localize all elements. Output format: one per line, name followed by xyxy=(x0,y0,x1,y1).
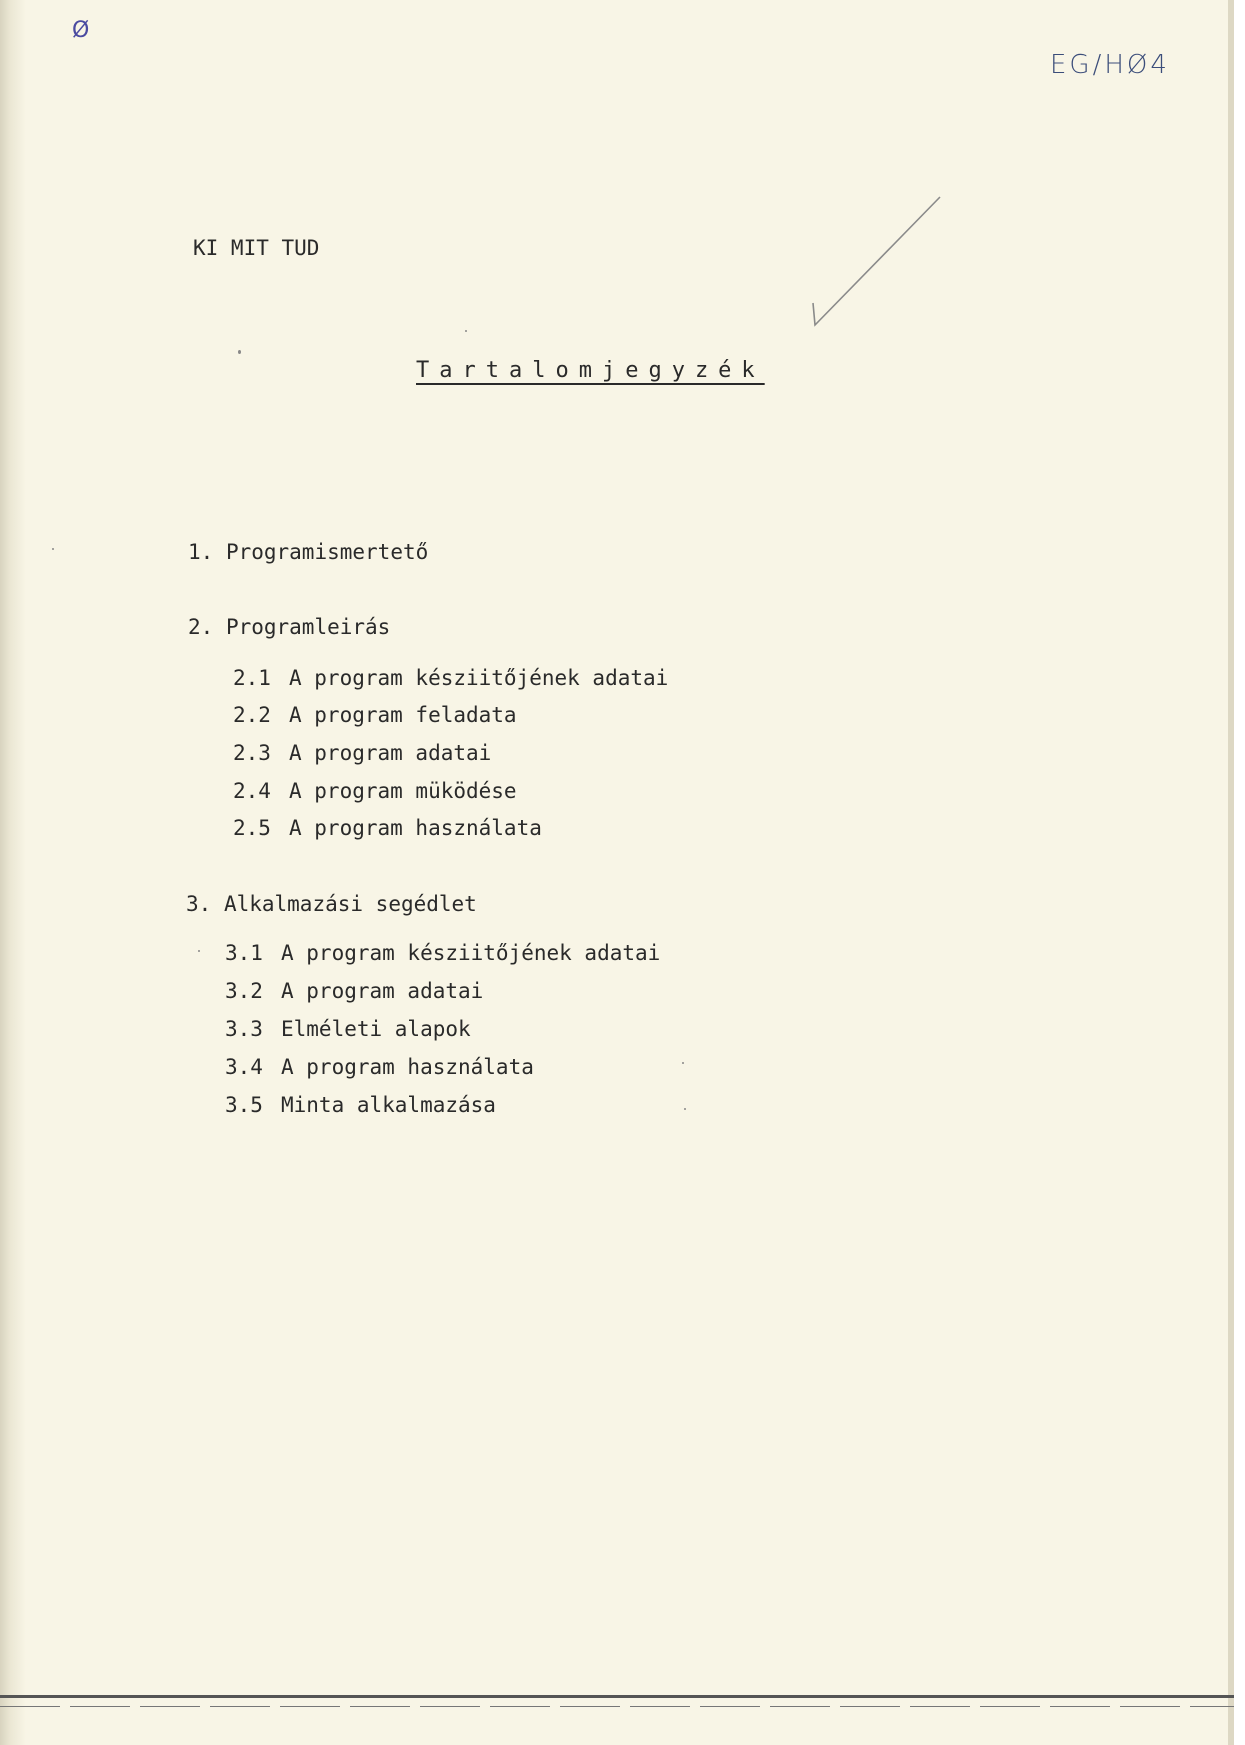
bottom-rule-dashed xyxy=(0,1706,1234,1707)
section-number: 1. xyxy=(188,540,214,564)
paper-speck xyxy=(198,950,200,952)
toc-subsection: 3.4 A program használata xyxy=(225,1055,534,1079)
section-number: 2. xyxy=(188,615,214,639)
checkmark-icon xyxy=(805,195,945,335)
toc-subsection: 3.3 Elméleti alapok xyxy=(225,1017,471,1041)
toc-subsection: 3.2 A program adatai xyxy=(225,979,484,1003)
corner-handwritten-mark: Ø xyxy=(72,18,90,43)
section-title: Alkalmazási segédlet xyxy=(223,892,477,916)
toc-heading: Tartalomjegyzék xyxy=(416,358,765,383)
toc-section-2 xyxy=(188,615,390,639)
page-edge-right xyxy=(1228,0,1234,1745)
page-edge-shadow xyxy=(0,0,26,1745)
toc-subsection: 2.5 A program használata xyxy=(233,816,542,840)
toc-subsection: 3.5 Minta alkalmazása xyxy=(225,1093,496,1117)
paper-speck xyxy=(52,548,54,550)
toc-subsection: 2.2 A program feladata xyxy=(233,703,517,727)
archive-code: EG/HØ4 xyxy=(1050,50,1170,80)
section-title: Programismertető xyxy=(225,540,429,564)
paper-speck xyxy=(682,1062,684,1064)
toc-section-3 xyxy=(186,892,477,916)
section-number: 3. xyxy=(186,892,212,916)
section-title: Programleirás xyxy=(225,615,391,639)
bottom-rule xyxy=(0,1695,1234,1698)
toc-section-1 xyxy=(188,540,428,564)
paper-speck xyxy=(238,350,241,354)
toc-subsection: 3.1 A program késziitőjének adatai xyxy=(225,941,661,965)
toc-subsection: 2.1 A program késziitőjének adatai xyxy=(233,666,669,690)
paper-speck xyxy=(684,1108,686,1110)
toc-subsection: 2.4 A program müködése xyxy=(233,779,517,803)
paper-speck xyxy=(465,330,467,332)
toc-subsection: 2.3 A program adatai xyxy=(233,741,492,765)
document-title: KI MIT TUD xyxy=(193,236,320,260)
